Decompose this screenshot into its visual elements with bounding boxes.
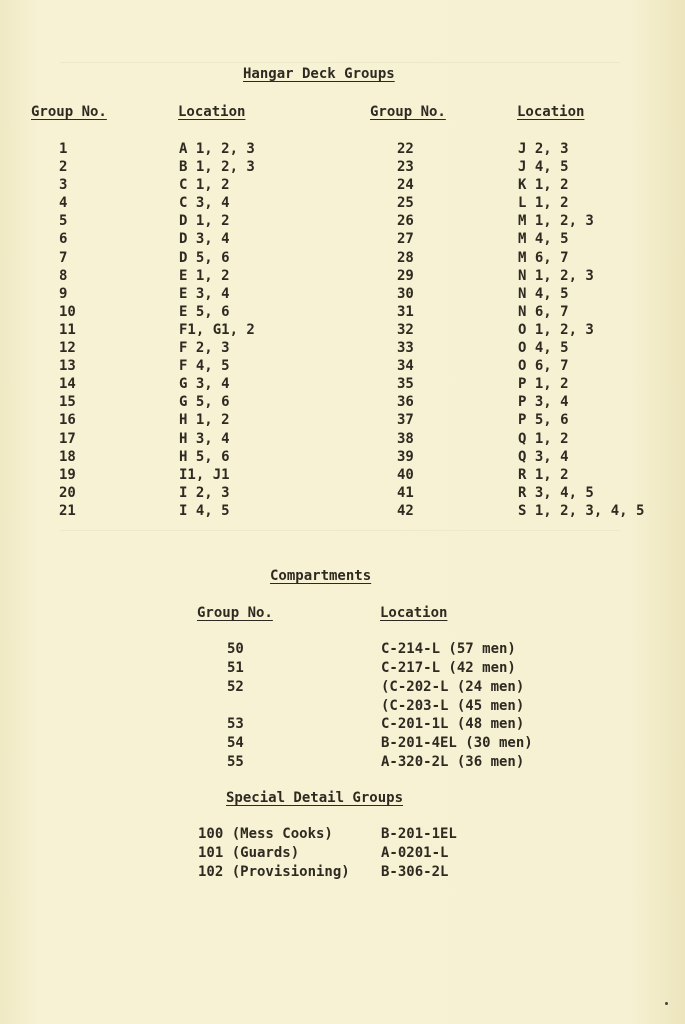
group-number: 17 bbox=[59, 430, 76, 447]
compartment-group-number: 53 bbox=[227, 716, 244, 732]
group-location: D 3, 4 bbox=[179, 231, 230, 248]
compartment-location: C-217-L (42 men) bbox=[381, 660, 516, 676]
group-location: N 6, 7 bbox=[518, 303, 569, 320]
group-number: 21 bbox=[59, 502, 76, 519]
compartment-location: (C-202-L (24 men) bbox=[381, 679, 525, 695]
group-number: 39 bbox=[397, 448, 414, 465]
compartment-location: (C-203-L (45 men) bbox=[381, 698, 525, 714]
group-number: 32 bbox=[397, 321, 414, 338]
header-location-1: Location bbox=[178, 104, 246, 120]
group-number: 20 bbox=[59, 484, 76, 501]
group-number: 9 bbox=[59, 285, 68, 302]
group-location: C 1, 2 bbox=[179, 177, 230, 194]
group-number: 13 bbox=[59, 358, 76, 375]
group-number: 11 bbox=[59, 321, 76, 338]
group-location: J 4, 5 bbox=[518, 159, 569, 176]
special-location: B-306-2L bbox=[381, 864, 449, 880]
group-location: I1, J1 bbox=[179, 466, 230, 483]
group-number: 14 bbox=[59, 376, 76, 393]
group-location: S 1, 2, 3, 4, 5 bbox=[518, 502, 645, 519]
group-location: I 2, 3 bbox=[179, 484, 230, 501]
compartment-group-number: 52 bbox=[227, 679, 244, 695]
group-number: 15 bbox=[59, 394, 76, 411]
group-number: 1 bbox=[59, 141, 68, 157]
group-number: 25 bbox=[397, 195, 414, 212]
hangar-right-location-column bbox=[518, 140, 644, 520]
group-location: E 3, 4 bbox=[179, 285, 230, 302]
group-location: M 6, 7 bbox=[518, 249, 569, 266]
group-number: 3 bbox=[59, 177, 68, 194]
group-number: 29 bbox=[397, 267, 414, 284]
group-number: 5 bbox=[59, 213, 68, 230]
group-location: P 5, 6 bbox=[518, 412, 569, 429]
compartment-location: C-201-1L (48 men) bbox=[381, 716, 525, 732]
group-location: G 5, 6 bbox=[179, 394, 230, 411]
group-number: 26 bbox=[397, 213, 414, 230]
group-location: H 1, 2 bbox=[179, 412, 230, 429]
group-number: 38 bbox=[397, 430, 414, 447]
group-number: 2 bbox=[59, 159, 68, 176]
group-number: 10 bbox=[59, 303, 76, 320]
group-location: E 1, 2 bbox=[179, 267, 230, 284]
group-number: 8 bbox=[59, 267, 68, 284]
group-number: 31 bbox=[397, 303, 414, 320]
group-location: N 4, 5 bbox=[518, 285, 569, 302]
group-location: M 1, 2, 3 bbox=[518, 213, 594, 230]
compartments-header-location: Location bbox=[380, 605, 448, 621]
group-number: 4 bbox=[59, 195, 68, 212]
hangar-right-group-column bbox=[397, 140, 414, 520]
header-group-no-2: Group No. bbox=[370, 104, 446, 120]
bleed-through-line bbox=[60, 530, 620, 531]
special-location: B-201-1EL bbox=[381, 826, 457, 842]
group-number: 40 bbox=[397, 466, 414, 483]
special-group: 102 (Provisioning) bbox=[198, 864, 350, 880]
group-location: G 3, 4 bbox=[179, 376, 230, 393]
group-number: 42 bbox=[397, 502, 414, 519]
group-location: O 1, 2, 3 bbox=[518, 321, 594, 338]
group-number: 33 bbox=[397, 340, 414, 357]
compartments-title: Compartments bbox=[270, 568, 372, 584]
group-location: P 1, 2 bbox=[518, 376, 569, 393]
compartment-location: B-201-4EL (30 men) bbox=[381, 735, 533, 751]
special-group: 101 (Guards) bbox=[198, 845, 300, 861]
group-number: 6 bbox=[59, 231, 68, 248]
group-number: 30 bbox=[397, 285, 414, 302]
group-number: 28 bbox=[397, 249, 414, 266]
group-number: 7 bbox=[59, 249, 68, 266]
group-location: R 3, 4, 5 bbox=[518, 484, 594, 501]
group-location: I 4, 5 bbox=[179, 502, 230, 519]
group-number: 18 bbox=[59, 448, 76, 465]
group-location: J 2, 3 bbox=[518, 141, 569, 157]
group-location: O 4, 5 bbox=[518, 340, 569, 357]
group-number: 35 bbox=[397, 376, 414, 393]
paper-speck bbox=[665, 1002, 668, 1005]
hangar-deck-title: Hangar Deck Groups bbox=[243, 66, 395, 82]
group-number: 37 bbox=[397, 412, 414, 429]
group-location: B 1, 2, 3 bbox=[179, 159, 255, 176]
group-location: Q 1, 2 bbox=[518, 430, 569, 447]
compartment-group-number: 55 bbox=[227, 754, 244, 770]
compartment-location: A-320-2L (36 men) bbox=[381, 754, 525, 770]
group-location: D 1, 2 bbox=[179, 213, 230, 230]
group-location: F 4, 5 bbox=[179, 358, 230, 375]
group-location: F 2, 3 bbox=[179, 340, 230, 357]
special-detail-title: Special Detail Groups bbox=[226, 790, 404, 806]
group-location: P 3, 4 bbox=[518, 394, 569, 411]
group-number: 34 bbox=[397, 358, 414, 375]
group-number: 36 bbox=[397, 394, 414, 411]
group-location: L 1, 2 bbox=[518, 195, 569, 212]
group-location: H 3, 4 bbox=[179, 430, 230, 447]
compartment-group-number: 50 bbox=[227, 641, 244, 657]
group-number: 12 bbox=[59, 340, 76, 357]
group-number: 24 bbox=[397, 177, 414, 194]
group-location: R 1, 2 bbox=[518, 466, 569, 483]
special-location: A-0201-L bbox=[381, 845, 449, 861]
hangar-left-location-column bbox=[179, 140, 255, 520]
bleed-through-line bbox=[60, 62, 620, 63]
group-location: O 6, 7 bbox=[518, 358, 569, 375]
compartment-location: C-214-L (57 men) bbox=[381, 641, 516, 657]
group-number: 23 bbox=[397, 159, 414, 176]
compartment-group-number: 54 bbox=[227, 735, 244, 751]
hangar-left-group-column bbox=[59, 140, 76, 520]
group-number: 22 bbox=[397, 141, 414, 157]
header-location-2: Location bbox=[517, 104, 585, 120]
group-location: F1, G1, 2 bbox=[179, 321, 255, 338]
group-location: M 4, 5 bbox=[518, 231, 569, 248]
group-number: 19 bbox=[59, 466, 76, 483]
group-location: N 1, 2, 3 bbox=[518, 267, 594, 284]
group-location: C 3, 4 bbox=[179, 195, 230, 212]
special-group: 100 (Mess Cooks) bbox=[198, 826, 333, 842]
group-number: 27 bbox=[397, 231, 414, 248]
compartment-group-number: 51 bbox=[227, 660, 244, 676]
header-group-no-1: Group No. bbox=[31, 104, 107, 120]
group-location: K 1, 2 bbox=[518, 177, 569, 194]
group-location: Q 3, 4 bbox=[518, 448, 569, 465]
group-location: H 5, 6 bbox=[179, 448, 230, 465]
compartments-header-group-no: Group No. bbox=[197, 605, 273, 621]
group-number: 41 bbox=[397, 484, 414, 501]
group-location: E 5, 6 bbox=[179, 303, 230, 320]
group-location: A 1, 2, 3 bbox=[179, 141, 255, 157]
group-location: D 5, 6 bbox=[179, 249, 230, 266]
group-number: 16 bbox=[59, 412, 76, 429]
